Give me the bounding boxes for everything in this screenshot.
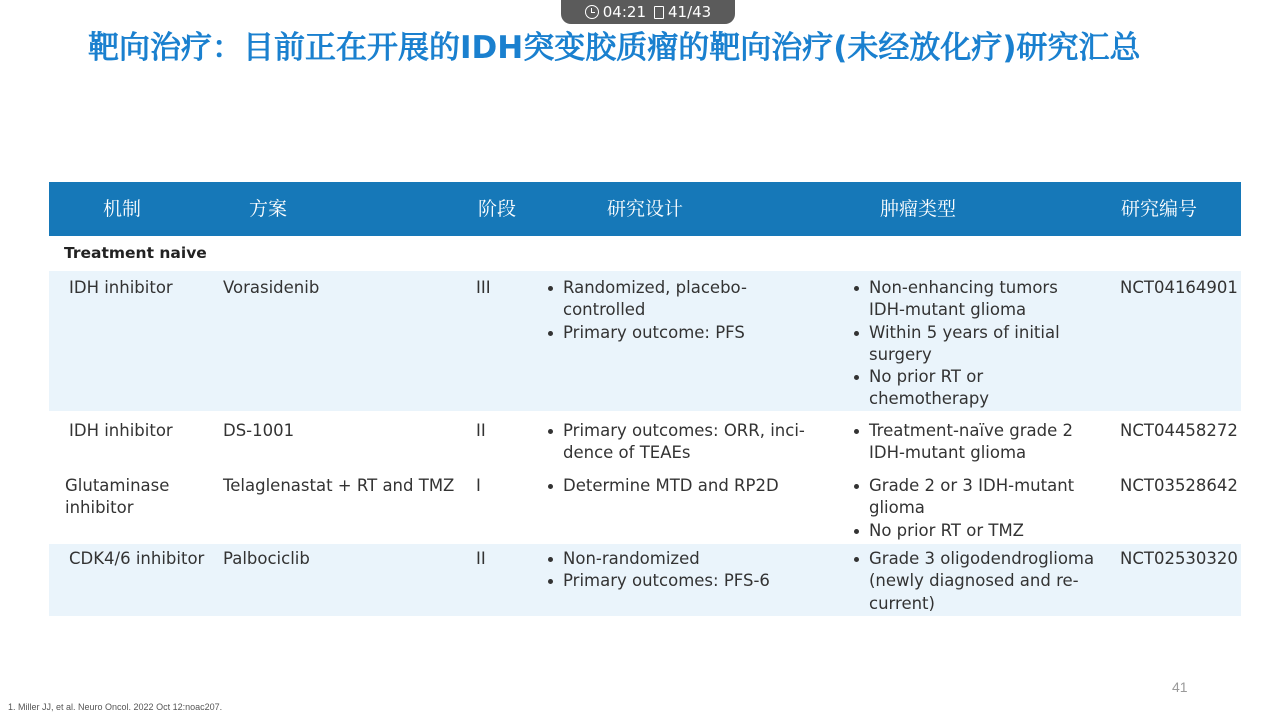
presentation-status-bar xyxy=(561,0,735,24)
page-icon xyxy=(654,6,664,19)
header-design: 研究设计 xyxy=(607,198,684,220)
list-item: Non-randomized xyxy=(547,548,827,570)
cell-design xyxy=(547,277,802,344)
list-item: Non-enhancing tumors IDH-mutant glioma xyxy=(853,277,1083,322)
section-label: Treatment naive xyxy=(49,236,1241,271)
table-row xyxy=(49,466,1241,544)
cell-tumor-type xyxy=(853,420,1083,465)
table-row xyxy=(49,271,1241,411)
table-header xyxy=(49,182,1241,236)
header-study-id: 研究编号 xyxy=(1121,198,1198,220)
list-item: Grade 3 oligodendroglioma (newly diagnosed and re-current) xyxy=(853,548,1115,615)
cell-mechanism: Glutaminase inhibitor xyxy=(65,476,170,518)
cell-phase: II xyxy=(476,421,486,440)
cell-design xyxy=(547,420,827,465)
list-item: Treatment-naïve grade 2 IDH-mutant glioma xyxy=(853,420,1083,465)
list-item: No prior RT or chemotherapy xyxy=(853,366,1083,411)
page-number: 41 xyxy=(1172,679,1188,695)
list-item: Primary outcomes: ORR, inci-dence of TEAEs xyxy=(547,420,827,465)
cell-study-id: NCT03528642 xyxy=(1120,476,1238,495)
cell-phase: I xyxy=(476,476,481,495)
cell-design xyxy=(547,548,827,593)
cell-regimen: Telaglenastat + RT and TMZ xyxy=(223,476,455,495)
table-row xyxy=(49,411,1241,466)
list-item: Primary outcome: PFS xyxy=(547,322,802,344)
cell-regimen: DS-1001 xyxy=(223,421,295,440)
header-regimen: 方案 xyxy=(249,198,288,220)
cell-study-id: NCT04458272 xyxy=(1120,421,1238,440)
footnote: 1. Miller JJ, et al. Neuro Oncol. 2022 Oct 12:noac207. xyxy=(8,702,223,712)
cell-tumor-type xyxy=(853,277,1083,411)
table-row xyxy=(49,544,1241,616)
cell-mechanism: IDH inhibitor xyxy=(69,278,173,297)
cell-tumor-type xyxy=(853,548,1115,615)
list-item: Primary outcomes: PFS-6 xyxy=(547,570,827,592)
cell-phase: II xyxy=(476,549,486,568)
header-mechanism: 机制 xyxy=(103,198,142,220)
header-tumor-type: 肿瘤类型 xyxy=(880,198,957,220)
clock-icon xyxy=(585,5,599,19)
list-item: Grade 2 or 3 IDH-mutant glioma xyxy=(853,475,1093,520)
page-indicator: 41/43 xyxy=(668,3,712,21)
cell-mechanism: CDK4/6 inhibitor xyxy=(69,549,205,568)
elapsed-time: 04:21 xyxy=(602,3,646,21)
cell-regimen: Vorasidenib xyxy=(223,278,320,297)
studies-table xyxy=(49,182,1241,616)
list-item: No prior RT or TMZ xyxy=(853,520,1093,542)
cell-regimen: Palbociclib xyxy=(223,549,310,568)
slide-title: 靶向治疗：目前正在开展的IDH突变胶质瘤的靶向治疗(未经放化疗)研究汇总 xyxy=(88,30,1141,66)
cell-study-id: NCT04164901 xyxy=(1120,278,1238,297)
list-item: Determine MTD and RP2D xyxy=(547,475,827,497)
cell-phase: III xyxy=(476,278,491,297)
cell-mechanism: IDH inhibitor xyxy=(69,421,173,440)
cell-tumor-type xyxy=(853,475,1093,542)
header-phase: 阶段 xyxy=(478,198,517,220)
cell-study-id: NCT02530320 xyxy=(1120,549,1238,568)
cell-design xyxy=(547,475,827,497)
list-item: Within 5 years of initial surgery xyxy=(853,322,1083,367)
list-item: Randomized, placebo-controlled xyxy=(547,277,802,322)
